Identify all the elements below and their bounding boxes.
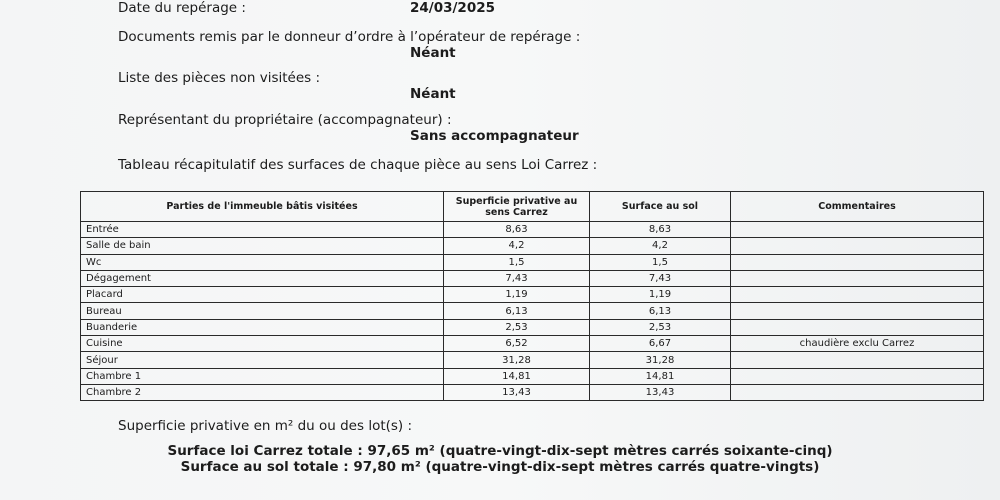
room-name: Salle de bain (81, 238, 444, 254)
carrez-value: 4,2 (444, 238, 590, 254)
table-row (81, 270, 984, 286)
sol-value: 1,19 (590, 287, 731, 303)
column-header-room: Parties de l'immeuble bâtis visitées (81, 192, 444, 222)
table-row (81, 384, 984, 400)
sol-value: 8,63 (590, 222, 731, 238)
carrez-value: 1,5 (444, 254, 590, 270)
room-name: Séjour (81, 352, 444, 368)
room-name: Placard (81, 287, 444, 303)
room-name: Cuisine (81, 336, 444, 352)
owner-representative-value: Sans accompagnateur (410, 128, 579, 144)
date-value: 24/03/2025 (410, 0, 496, 16)
carrez-total: Surface loi Carrez totale : 97,65 m² (quatre-vingt-dix-sept mètres carrés soixante-cinq) (167, 443, 833, 459)
comment-cell (731, 368, 984, 384)
comment-cell (731, 384, 984, 400)
comment-cell (731, 287, 984, 303)
sol-value: 2,53 (590, 319, 731, 335)
sol-total: Surface au sol totale : 97,80 m² (quatre-vingt-dix-sept mètres carrés quatre-vingts) (180, 459, 820, 475)
room-name: Chambre 2 (81, 384, 444, 400)
table-row (81, 254, 984, 270)
sol-value: 6,67 (590, 336, 731, 352)
column-header-carrez: Superficie privative au sens Carrez (444, 192, 590, 222)
column-header-comment: Commentaires (731, 192, 984, 222)
carrez-value: 2,53 (444, 319, 590, 335)
table-row (81, 368, 984, 384)
comment-cell (731, 222, 984, 238)
carrez-value: 1,19 (444, 287, 590, 303)
comment-cell (731, 319, 984, 335)
sol-value: 13,43 (590, 384, 731, 400)
sol-value: 1,5 (590, 254, 731, 270)
rooms-not-visited-value: Néant (410, 86, 456, 102)
sol-value: 14,81 (590, 368, 731, 384)
comment-cell (731, 254, 984, 270)
room-name: Buanderie (81, 319, 444, 335)
carrez-value: 7,43 (444, 270, 590, 286)
documents-label: Documents remis par le donneur d’ordre à l’opérateur de repérage : (118, 29, 581, 45)
sol-value: 31,28 (590, 352, 731, 368)
comment-cell (731, 303, 984, 319)
table-header-row (81, 192, 984, 222)
sol-value: 7,43 (590, 270, 731, 286)
carrez-value: 6,13 (444, 303, 590, 319)
room-name: Chambre 1 (81, 368, 444, 384)
comment-cell (731, 352, 984, 368)
comment-cell: chaudière exclu Carrez (731, 336, 984, 352)
rooms-not-visited-label: Liste des pièces non visitées : (118, 70, 321, 86)
table-row (81, 287, 984, 303)
comment-cell (731, 270, 984, 286)
date-label: Date du repérage : (118, 0, 246, 16)
table-row (81, 222, 984, 238)
table-row (81, 319, 984, 335)
carrez-value: 6,52 (444, 336, 590, 352)
room-name: Wc (81, 254, 444, 270)
room-name: Bureau (81, 303, 444, 319)
sol-value: 6,13 (590, 303, 731, 319)
sol-value: 4,2 (590, 238, 731, 254)
carrez-value: 14,81 (444, 368, 590, 384)
superficie-label: Superficie privative en m² du ou des lot(s) : (118, 418, 413, 434)
carrez-value: 31,28 (444, 352, 590, 368)
owner-representative-label: Représentant du propriétaire (accompagnateur) : (118, 112, 452, 128)
carrez-value: 8,63 (444, 222, 590, 238)
surfaces-table (80, 191, 984, 401)
carrez-value: 13,43 (444, 384, 590, 400)
room-name: Entrée (81, 222, 444, 238)
table-row (81, 238, 984, 254)
room-name: Dégagement (81, 270, 444, 286)
table-row (81, 336, 984, 352)
table-row (81, 303, 984, 319)
table-row (81, 352, 984, 368)
comment-cell (731, 238, 984, 254)
documents-value: Néant (410, 45, 456, 61)
table-intro: Tableau récapitulatif des surfaces de chaque pièce au sens Loi Carrez : (118, 157, 598, 173)
column-header-sol: Surface au sol (590, 192, 731, 222)
